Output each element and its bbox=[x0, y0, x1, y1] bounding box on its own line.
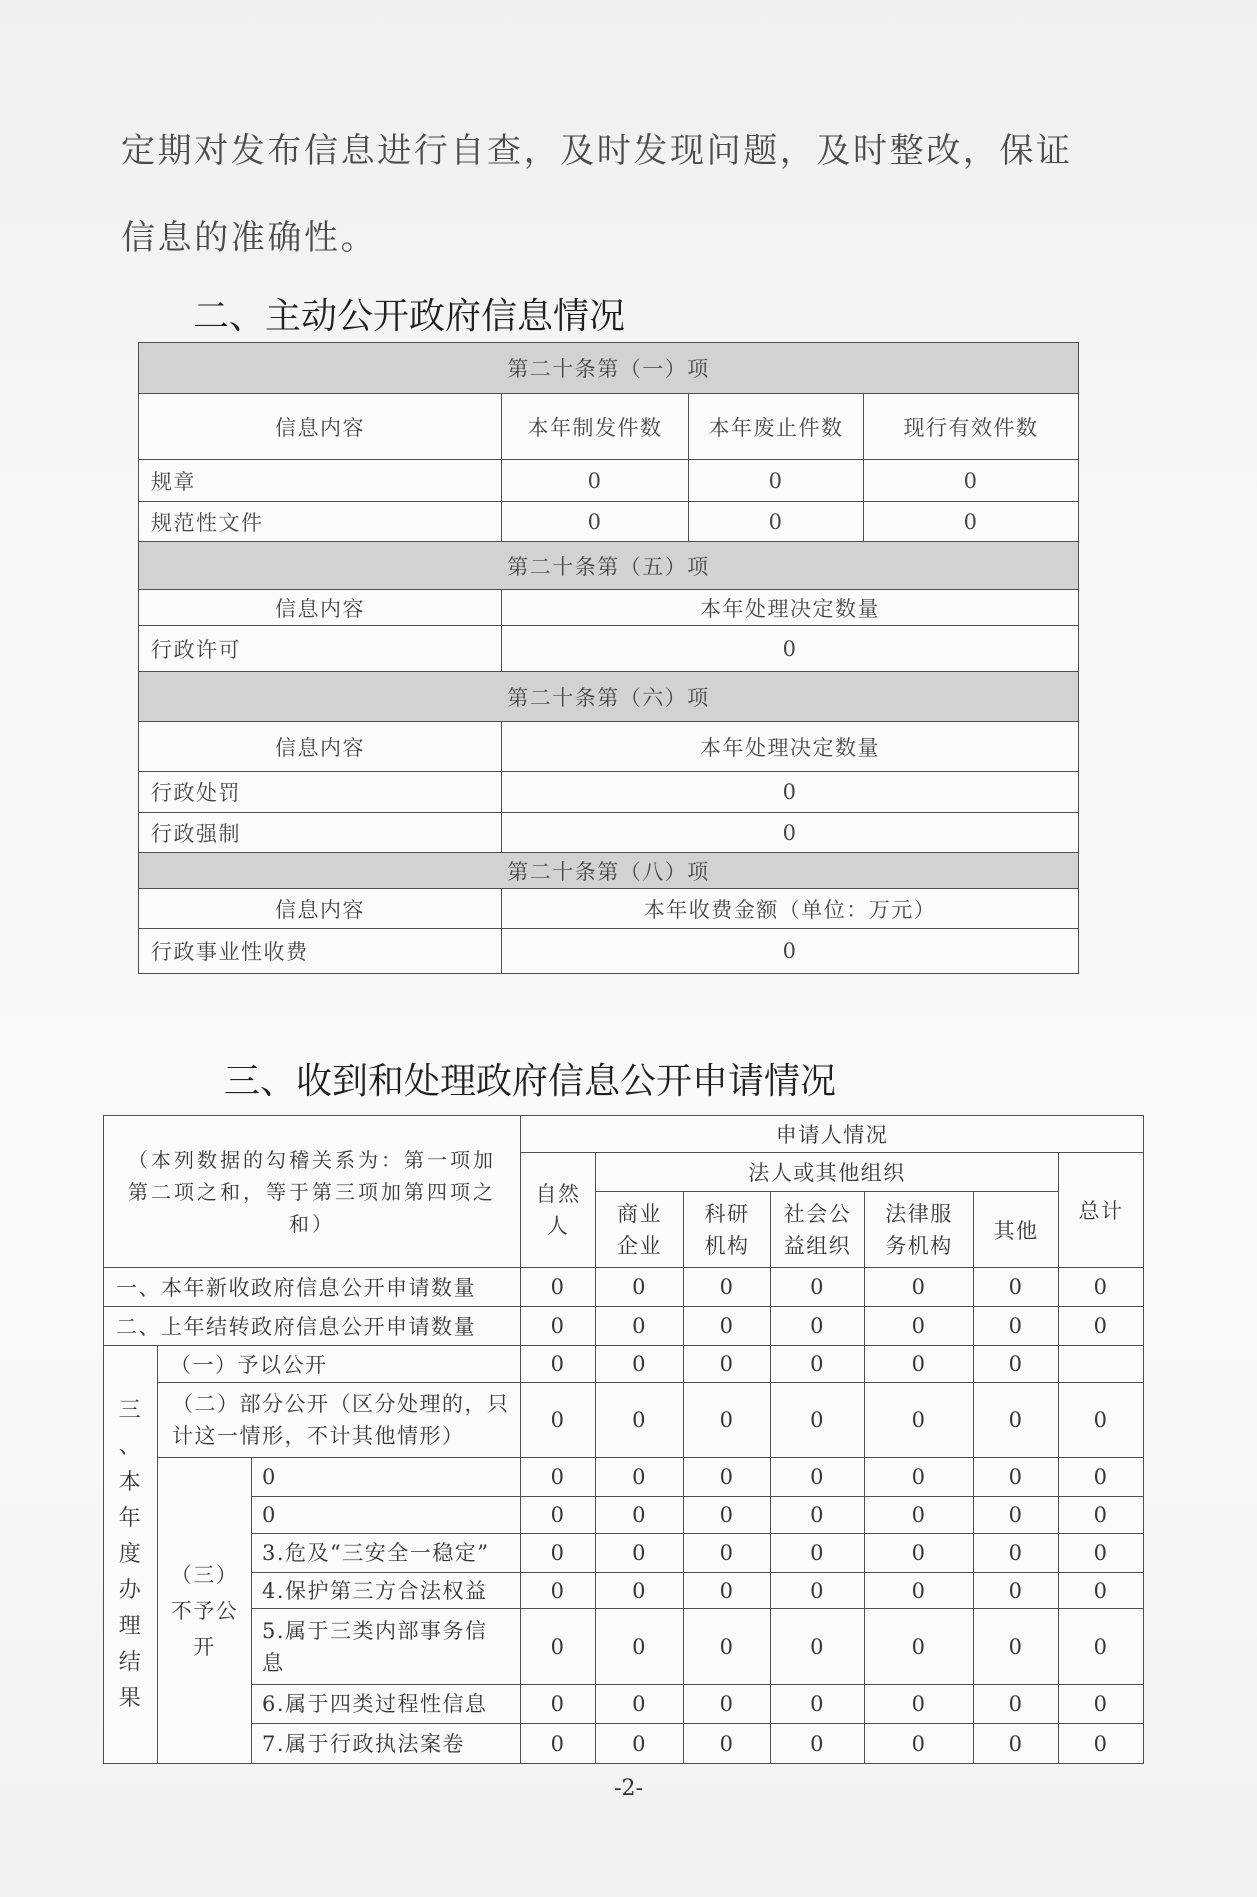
value-research: 0 bbox=[684, 1573, 771, 1609]
value-business: 0 bbox=[596, 1307, 684, 1346]
value-business: 0 bbox=[596, 1573, 684, 1609]
value-natural-person: 0 bbox=[521, 1573, 596, 1609]
value-cell: 0 bbox=[502, 502, 689, 542]
row-label: 规范性文件 bbox=[139, 502, 502, 542]
value-natural-person: 0 bbox=[521, 1458, 596, 1497]
row-not-disclosed-3 bbox=[104, 1534, 1144, 1573]
col-header-content: 信息内容 bbox=[139, 394, 502, 460]
reconciliation-note: （本列数据的勾稽关系为：第一项加第二项之和，等于第三项加第四项之和） bbox=[104, 1116, 521, 1268]
table-row bbox=[139, 626, 1079, 672]
col-header-natural-person bbox=[521, 1153, 596, 1268]
value-total: 0 bbox=[1059, 1458, 1144, 1497]
header-row bbox=[139, 722, 1079, 772]
value-other: 0 bbox=[974, 1268, 1059, 1307]
value-business: 0 bbox=[596, 1268, 684, 1307]
value-public-welfare: 0 bbox=[771, 1685, 865, 1724]
value-cell: 0 bbox=[502, 929, 1079, 974]
value-total: 0 bbox=[1059, 1609, 1144, 1685]
value-cell: 0 bbox=[864, 460, 1079, 502]
intro-line-2: 信息的准确性。 bbox=[121, 218, 378, 258]
value-public-welfare: 0 bbox=[771, 1346, 865, 1383]
col-header-abolished: 本年废止件数 bbox=[689, 394, 864, 460]
value-legal-service: 0 bbox=[865, 1685, 974, 1724]
application-table bbox=[103, 1115, 1144, 1764]
section-row-art20-8 bbox=[139, 853, 1079, 889]
value-research: 0 bbox=[684, 1685, 771, 1724]
row-label: 行政强制 bbox=[139, 813, 502, 853]
value-public-welfare: 0 bbox=[771, 1383, 865, 1458]
value-other: 0 bbox=[974, 1458, 1059, 1497]
section-row-art20-5 bbox=[139, 542, 1079, 590]
value-public-welfare: 0 bbox=[771, 1497, 865, 1534]
row-new-requests bbox=[104, 1268, 1144, 1307]
col-header-value: 本年收费金额（单位：万元） bbox=[502, 889, 1079, 929]
section-3-heading: 三、收到和处理政府信息公开申请情况 bbox=[224, 1061, 837, 1102]
value-legal-service: 0 bbox=[865, 1307, 974, 1346]
value-legal-service: 0 bbox=[865, 1724, 974, 1764]
value-legal-service: 0 bbox=[865, 1383, 974, 1458]
value-research: 0 bbox=[684, 1534, 771, 1573]
value-natural-person: 0 bbox=[521, 1346, 596, 1383]
row-label: 5.属于三类内部事务信息 bbox=[252, 1609, 521, 1685]
col-header-public-welfare-label: 社会公益组织 bbox=[783, 1201, 852, 1258]
value-natural-person: 0 bbox=[521, 1534, 596, 1573]
value-research: 0 bbox=[684, 1268, 771, 1307]
value-legal-service: 0 bbox=[865, 1497, 974, 1534]
section-2-heading: 二、主动公开政府信息情况 bbox=[193, 296, 626, 337]
value-total: 0 bbox=[1059, 1268, 1144, 1307]
value-other: 0 bbox=[974, 1573, 1059, 1609]
row-carried-over bbox=[104, 1307, 1144, 1346]
value-legal-service: 0 bbox=[865, 1458, 974, 1497]
header-row bbox=[139, 394, 1079, 460]
value-cell: 0 bbox=[502, 626, 1079, 672]
page-number: -2- bbox=[614, 1776, 643, 1801]
row-not-disclosed-6 bbox=[104, 1685, 1144, 1724]
col-header-content: 信息内容 bbox=[139, 889, 502, 929]
value-cell: 0 bbox=[502, 813, 1079, 853]
section-title-art20-6: 第二十条第（六）项 bbox=[139, 672, 1079, 722]
row-label: 行政事业性收费 bbox=[139, 929, 502, 974]
row-label: 7.属于行政执法案卷 bbox=[252, 1724, 521, 1764]
value-total: 0 bbox=[1059, 1724, 1144, 1764]
value-total: 0 bbox=[1059, 1497, 1144, 1534]
value-natural-person: 0 bbox=[521, 1307, 596, 1346]
row-partially-disclosed bbox=[104, 1383, 1144, 1458]
col-header-research-label: 科研机构 bbox=[704, 1201, 750, 1258]
value-legal-service: 0 bbox=[865, 1534, 974, 1573]
intro-paragraph bbox=[121, 108, 1141, 282]
applicant-header: 申请人情况 bbox=[521, 1116, 1144, 1153]
proactive-disclosure-table bbox=[138, 342, 1079, 974]
section-row-art20-6 bbox=[139, 672, 1079, 722]
value-natural-person: 0 bbox=[521, 1497, 596, 1534]
table-row bbox=[139, 929, 1079, 974]
col-header-content: 信息内容 bbox=[139, 590, 502, 626]
value-business: 0 bbox=[596, 1497, 684, 1534]
section-title-art20-1: 第二十条第（一）项 bbox=[139, 343, 1079, 394]
not-disclosed-group-label: （三）不予公开 bbox=[158, 1458, 252, 1764]
col-header-public-welfare bbox=[771, 1192, 865, 1268]
value-other: 0 bbox=[974, 1346, 1059, 1383]
row-disclosed bbox=[104, 1346, 1144, 1383]
value-cell: 0 bbox=[502, 460, 689, 502]
value-cell: 0 bbox=[864, 502, 1079, 542]
value-business: 0 bbox=[596, 1383, 684, 1458]
row-label: （一）予以公开 bbox=[158, 1346, 521, 1383]
value-public-welfare: 0 bbox=[771, 1268, 865, 1307]
table-body bbox=[104, 1116, 1144, 1764]
value-research: 0 bbox=[684, 1346, 771, 1383]
value-public-welfare: 0 bbox=[771, 1307, 865, 1346]
value-natural-person: 0 bbox=[521, 1268, 596, 1307]
row-label: 行政许可 bbox=[139, 626, 502, 672]
value-business: 0 bbox=[596, 1534, 684, 1573]
col-header-other: 其他 bbox=[974, 1192, 1059, 1268]
row-not-disclosed-2 bbox=[104, 1497, 1144, 1534]
table-row bbox=[139, 460, 1079, 502]
value-public-welfare: 0 bbox=[771, 1609, 865, 1685]
col-header-value: 本年处理决定数量 bbox=[502, 722, 1079, 772]
col-header-business-label: 商业企业 bbox=[617, 1201, 663, 1258]
value-other: 0 bbox=[974, 1497, 1059, 1534]
col-header-valid: 现行有效件数 bbox=[864, 394, 1079, 460]
value-research: 0 bbox=[684, 1724, 771, 1764]
row-label: 0 bbox=[252, 1497, 521, 1534]
value-business: 0 bbox=[596, 1609, 684, 1685]
section-title-art20-5: 第二十条第（五）项 bbox=[139, 542, 1079, 590]
value-legal-service: 0 bbox=[865, 1268, 974, 1307]
value-natural-person: 0 bbox=[521, 1609, 596, 1685]
value-total: 0 bbox=[1059, 1534, 1144, 1573]
row-label: 0 bbox=[252, 1458, 521, 1497]
value-public-welfare: 0 bbox=[771, 1534, 865, 1573]
header-row bbox=[139, 889, 1079, 929]
value-public-welfare: 0 bbox=[771, 1458, 865, 1497]
value-total: 0 bbox=[1059, 1573, 1144, 1609]
value-other: 0 bbox=[974, 1534, 1059, 1573]
col-header-legal-service-label: 法律服务机构 bbox=[885, 1201, 953, 1258]
value-research: 0 bbox=[684, 1383, 771, 1458]
row-not-disclosed-4 bbox=[104, 1573, 1144, 1609]
table-row bbox=[139, 813, 1079, 853]
value-public-welfare: 0 bbox=[771, 1724, 865, 1764]
value-research: 0 bbox=[684, 1497, 771, 1534]
value-total: 0 bbox=[1059, 1685, 1144, 1724]
row-label: （二）部分公开（区分处理的，只计这一情形，不计其他情形） bbox=[158, 1383, 521, 1458]
value-natural-person: 0 bbox=[521, 1685, 596, 1724]
value-cell: 0 bbox=[689, 460, 864, 502]
header-row bbox=[139, 590, 1079, 626]
value-public-welfare: 0 bbox=[771, 1573, 865, 1609]
table-row bbox=[139, 772, 1079, 813]
value-natural-person: 0 bbox=[521, 1383, 596, 1458]
value-cell: 0 bbox=[689, 502, 864, 542]
col-header-total: 总计 bbox=[1059, 1153, 1144, 1268]
row-not-disclosed-1 bbox=[104, 1458, 1144, 1497]
row-label: 一、本年新收政府信息公开申请数量 bbox=[104, 1268, 521, 1307]
value-business: 0 bbox=[596, 1458, 684, 1497]
value-total: 0 bbox=[1059, 1383, 1144, 1458]
value-legal-service: 0 bbox=[865, 1573, 974, 1609]
value-other: 0 bbox=[974, 1383, 1059, 1458]
results-group-label: 三、本年度办理结果 bbox=[104, 1346, 158, 1764]
value-other: 0 bbox=[974, 1609, 1059, 1685]
header-row-1 bbox=[104, 1116, 1144, 1153]
value-other: 0 bbox=[974, 1724, 1059, 1764]
value-legal-service: 0 bbox=[865, 1609, 974, 1685]
row-not-disclosed-7 bbox=[104, 1724, 1144, 1764]
value-business: 0 bbox=[596, 1685, 684, 1724]
value-total bbox=[1059, 1346, 1144, 1383]
col-header-made: 本年制发件数 bbox=[502, 394, 689, 460]
row-label: 行政处罚 bbox=[139, 772, 502, 813]
value-research: 0 bbox=[684, 1307, 771, 1346]
section-title-art20-8: 第二十条第（八）项 bbox=[139, 853, 1079, 889]
col-header-natural-person-label: 自然人 bbox=[535, 1182, 581, 1238]
row-label: 6.属于四类过程性信息 bbox=[252, 1685, 521, 1724]
value-other: 0 bbox=[974, 1685, 1059, 1724]
value-cell: 0 bbox=[502, 772, 1079, 813]
table-body bbox=[139, 343, 1079, 974]
section-row-art20-1 bbox=[139, 343, 1079, 394]
value-other: 0 bbox=[974, 1307, 1059, 1346]
row-label: 4.保护第三方合法权益 bbox=[252, 1573, 521, 1609]
legal-group-header: 法人或其他组织 bbox=[596, 1153, 1059, 1192]
value-research: 0 bbox=[684, 1609, 771, 1685]
row-label: 规章 bbox=[139, 460, 502, 502]
col-header-business bbox=[596, 1192, 684, 1268]
value-natural-person: 0 bbox=[521, 1724, 596, 1764]
col-header-content: 信息内容 bbox=[139, 722, 502, 772]
value-legal-service: 0 bbox=[865, 1346, 974, 1383]
row-label: 二、上年结转政府信息公开申请数量 bbox=[104, 1307, 521, 1346]
table-row bbox=[139, 502, 1079, 542]
col-header-legal-service bbox=[865, 1192, 974, 1268]
value-business: 0 bbox=[596, 1724, 684, 1764]
col-header-research bbox=[684, 1192, 771, 1268]
value-total: 0 bbox=[1059, 1307, 1144, 1346]
value-research: 0 bbox=[684, 1458, 771, 1497]
row-not-disclosed-5 bbox=[104, 1609, 1144, 1685]
row-label: 3.危及“三安全一稳定” bbox=[252, 1534, 521, 1573]
intro-line-1: 定期对发布信息进行自查，及时发现问题，及时整改，保证 bbox=[121, 131, 1073, 171]
col-header-value: 本年处理决定数量 bbox=[502, 590, 1079, 626]
value-business: 0 bbox=[596, 1346, 684, 1383]
